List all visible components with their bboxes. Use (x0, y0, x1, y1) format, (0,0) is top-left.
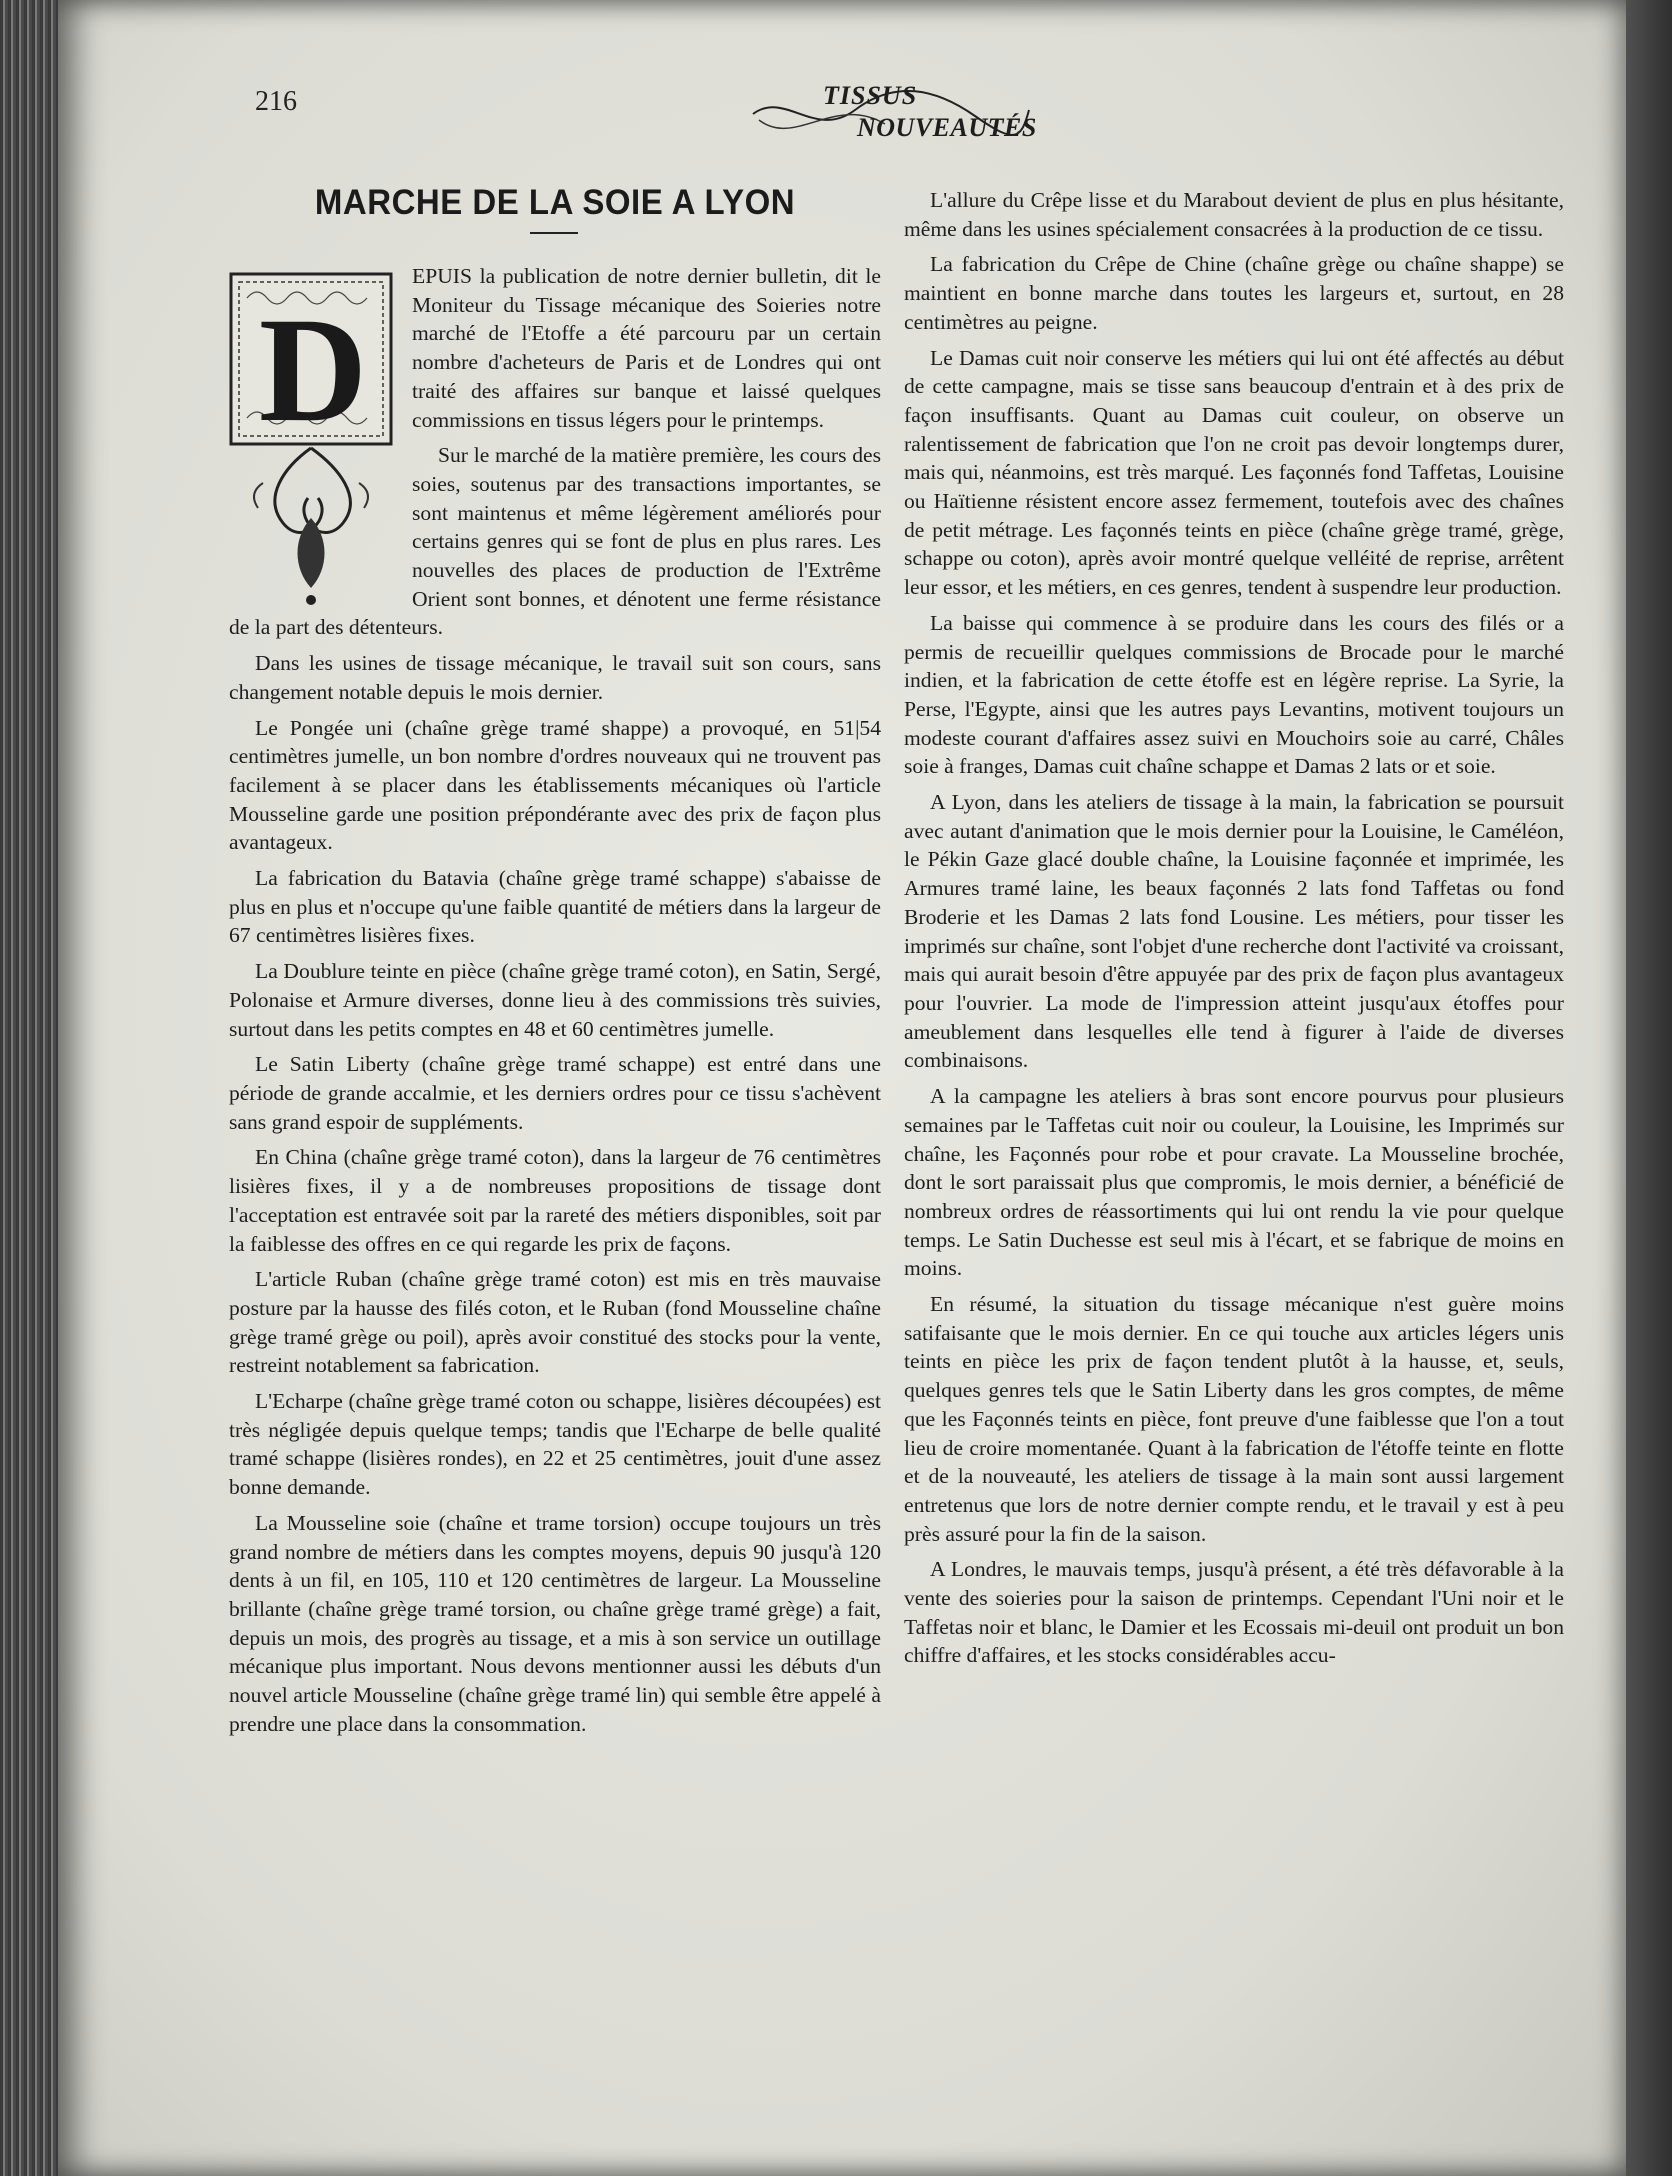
article-paragraph: En résumé, la situation du tissage mécanique n'est guère moins satifaisante que le mois dernier. En ce qui touche aux articles légers unis teints en pièce les prix de façon tendent plutôt à la hausse, et, seuls, quelques genres tels que le Satin Liberty dans les gros comptes, de même que les Façonnés teints en pièce, font preuve d'une faiblesse que l'on a tout lieu de croire momentanée. Quant à la fabrication de l'étoffe teinte en flotte et de la nouveauté, les ateliers de tissage à la main sont aussi largement entretenus que lors de notre dernier compte rendu, et le travail y est à peu près assuré pour la fin de la saison. (904, 1292, 1564, 1546)
masthead-ornament (745, 70, 1035, 152)
book-page-edges (0, 0, 60, 2176)
page-number: 216 (255, 86, 297, 117)
article-paragraph: En China (chaîne grège tramé coton), dans la largeur de 76 centimètres lisières fixes, il y a de nombreuses propositions de tissage dont l'acceptation est entravée soit par la rareté des métiers disponibles, soit par la faiblesse des offres en ce qui regarde les prix de façons. (229, 1145, 881, 1256)
facing-page-edge (1626, 0, 1672, 2176)
article-paragraph: EPUIS la publication de notre dernier bulletin, dit le Moniteur du Tissage mécanique des Soieries notre marché de l'Etoffe a été parcouru par un certain nombre d'acheteurs de Paris et de Londres qui ont traité des affaires sur banque et laissé quelques commissions en tissus légers pour le printemps. (412, 264, 881, 432)
article-paragraph: La fabrication du Batavia (chaîne grège tramé schappe) s'abaisse de plus en plus et n'occupe qu'une faible quantité de métiers dans la largeur de 67 centimètres lisières fixes. (229, 866, 881, 948)
article-paragraph: La Mousseline soie (chaîne et trame torsion) occupe toujours un très grand nombre de métiers dans les comptes moyens, depuis 90 jusqu'à 120 dents à un fil, en 105, 110 et 120 centimètres de largeur. La Mousseline brillante (chaîne grège tramé torsion, ou chaîne grège tramé grège) a fait, depuis un mois, des progrès au tissage, et a mis à son service un outillage mécanique plus important. Nous devons mentionner aussi les débuts d'un nouvel article Mousseline (chaîne grège tramé lin) qui semble être appelé à prendre une place dans la consommation. (229, 1510, 881, 1736)
article-paragraph: L'allure du Crêpe lisse et du Marabout devient de plus en plus hésitante, même dans les usines spécialement consacrées à la production de ce tissu. (904, 188, 1564, 241)
article-paragraph: Le Damas cuit noir conserve les métiers qui lui ont été affectés au début de cette campagne, mais se tisse sans beaucoup d'entrain et à des prix de façon insuffisants. Quant au Damas cuit couleur, on observe un ralentissement de fabrication que l'on ne croit pas devoir longtemps durer, mais qui, néanmoins, est très marqué. Les façonnés fond Taffetas, Louisine ou Haïtienne résistent encore assez fermement, toutefois avec des chaînes de petit métrage. Les façonnés teints en pièce (chaîne grège tramé, grège, schappe ou coton), après avoir montré quelque velléité de reprise, arrêtent leur essor, et les métiers, en ces genres, tendent à suspendre leur production. (904, 345, 1564, 600)
dropcap-letter: D (258, 287, 368, 453)
article-paragraph: L'article Ruban (chaîne grège tramé coton) est mis en très mauvaise posture par la hausse des filés coton, et le Ruban (fond Mousseline chaîne grège tramé grège ou poil), après avoir constitué des stocks pour la vente, restreint notablement sa fabrication. (229, 1267, 881, 1378)
article-paragraph: La Doublure teinte en pièce (chaîne grège tramé coton), en Satin, Sergé, Polonaise et Armure diverses, donne lieu à des commissions très suivies, surtout dans les petits comptes en 48 et 60 centimètres jumelle. (229, 959, 881, 1041)
title-rule (530, 232, 578, 234)
article-paragraph: Dans les usines de tissage mécanique, le travail suit son cours, sans changement notable depuis le mois dernier. (229, 651, 881, 704)
left-column (229, 262, 881, 1745)
svg-text:TISSUS: TISSUS (823, 81, 918, 110)
article-paragraph: Le Satin Liberty (chaîne grège tramé schappe) est entré dans une période de grande accalmie, et les derniers ordres pour ce tissu s'achèvent sans grand espoir de suppléments. (229, 1052, 881, 1134)
right-column (904, 186, 1564, 1677)
article-paragraph: La fabrication du Crêpe de Chine (chaîne grège ou chaîne shappe) se maintient en bonne marche dans toutes les largeurs et, surtout, en 28 centimètres au peigne. (904, 252, 1564, 334)
article-paragraph: L'Echarpe (chaîne grège tramé coton ou schappe, lisières découpées) est très négligée depuis quelque temps; tandis que l'Echarpe de belle qualité tramé schappe (lisières rondes), en 22 et 25 centimètres, jouit d'une assez bonne demande. (229, 1389, 881, 1500)
article-paragraph: A Lyon, dans les ateliers de tissage à la main, la fabrication se poursuit avec autant d'animation que le mois dernier pour la Louisine, le Caméléon, le Pékin Gaze glacé double chaîne, la Louisine façonnée et imprimée, les Armures tramé laine, les beaux façonnés 2 lats fond Taffetas ou fond Broderie et les Damas 2 lats fond Lousine. Les métiers, pour tisser les imprimés sur chaîne, sont l'objet d'une recherche dont l'activité va croissant, mais qui aurait besoin d'être appuyée par des prix de façon plus avantageux pour l'ouvrier. La mode de l'impression atteint jusqu'aux étoffes pour ameublement dans lesquelles elle tend à figurer à l'aide de diverses combinaisons. (904, 790, 1564, 1073)
masthead-logo (745, 70, 1035, 152)
article-title: MARCHE DE LA SOIE A LYON (314, 181, 796, 222)
article-paragraph: Le Pongée uni (chaîne grège tramé shappe) a provoqué, en 51|54 centimètres jumelle, un bon nombre d'ordres nouveaux qui ne trouvent pas facilement à se placer dans les établissements mécaniques où l'article Mousseline garde une position prépondérante avec des prix de façon plus avantageux. (229, 715, 881, 855)
svg-text:NOUVEAUTÉS: NOUVEAUTÉS (857, 113, 1035, 142)
article-paragraph: Sur le marché de la matière première, les cours des soies, soutenus par des transactions importantes, se sont maintenus et même légèrement améliorés pour certains genres qui se font de plus en plus rares. Les nouvelles des places de production de l'Extrême Orient sont bonnes, et dénotent une ferme résistance de la part des détenteurs. (229, 443, 881, 640)
article-paragraph: A Londres, le mauvais temps, jusqu'à présent, a été très défavorable à la vente des soieries pour la saison de printemps. Cependant l'Uni noir et le Taffetas noir et blanc, le Damier et les Ecossais mi-deuil ont produit un bon chiffre d'affaires, et les stocks considérables accu- (904, 1557, 1564, 1668)
dropcap-ornament (223, 268, 398, 613)
article-paragraph: A la campagne les ateliers à bras sont encore pourvus pour plusieurs semaines par le Taffetas cuit noir ou couleur, la Louisine, les Imprimés sur chaîne, les Façonnés pour robe et pour cravate. La Mousseline brochée, dont le sort paraissait plus que compromis, le mois dernier, a bénéficié de nombreux ordres de réassortiments qui lui ont rendu la vie pour quelque temps. Le Satin Duchesse est seul mis à l'écart, et se fabrique de moins en moins. (904, 1084, 1564, 1281)
article-paragraph: La baisse qui commence à se produire dans les cours des filés or a permis de recueillir quelques commissions de Brocade pour le marché indien, et la fabrication de cette étoffe est en légère reprise. La Syrie, la Perse, l'Egypte, ainsi que les autres pays Levantins, motivent toujours un modeste courant d'affaires assez suivi en Mouchoirs soie au carré, Châles soie à franges, Damas cuit chaîne schappe et Damas 2 lats or et soie. (904, 610, 1564, 779)
